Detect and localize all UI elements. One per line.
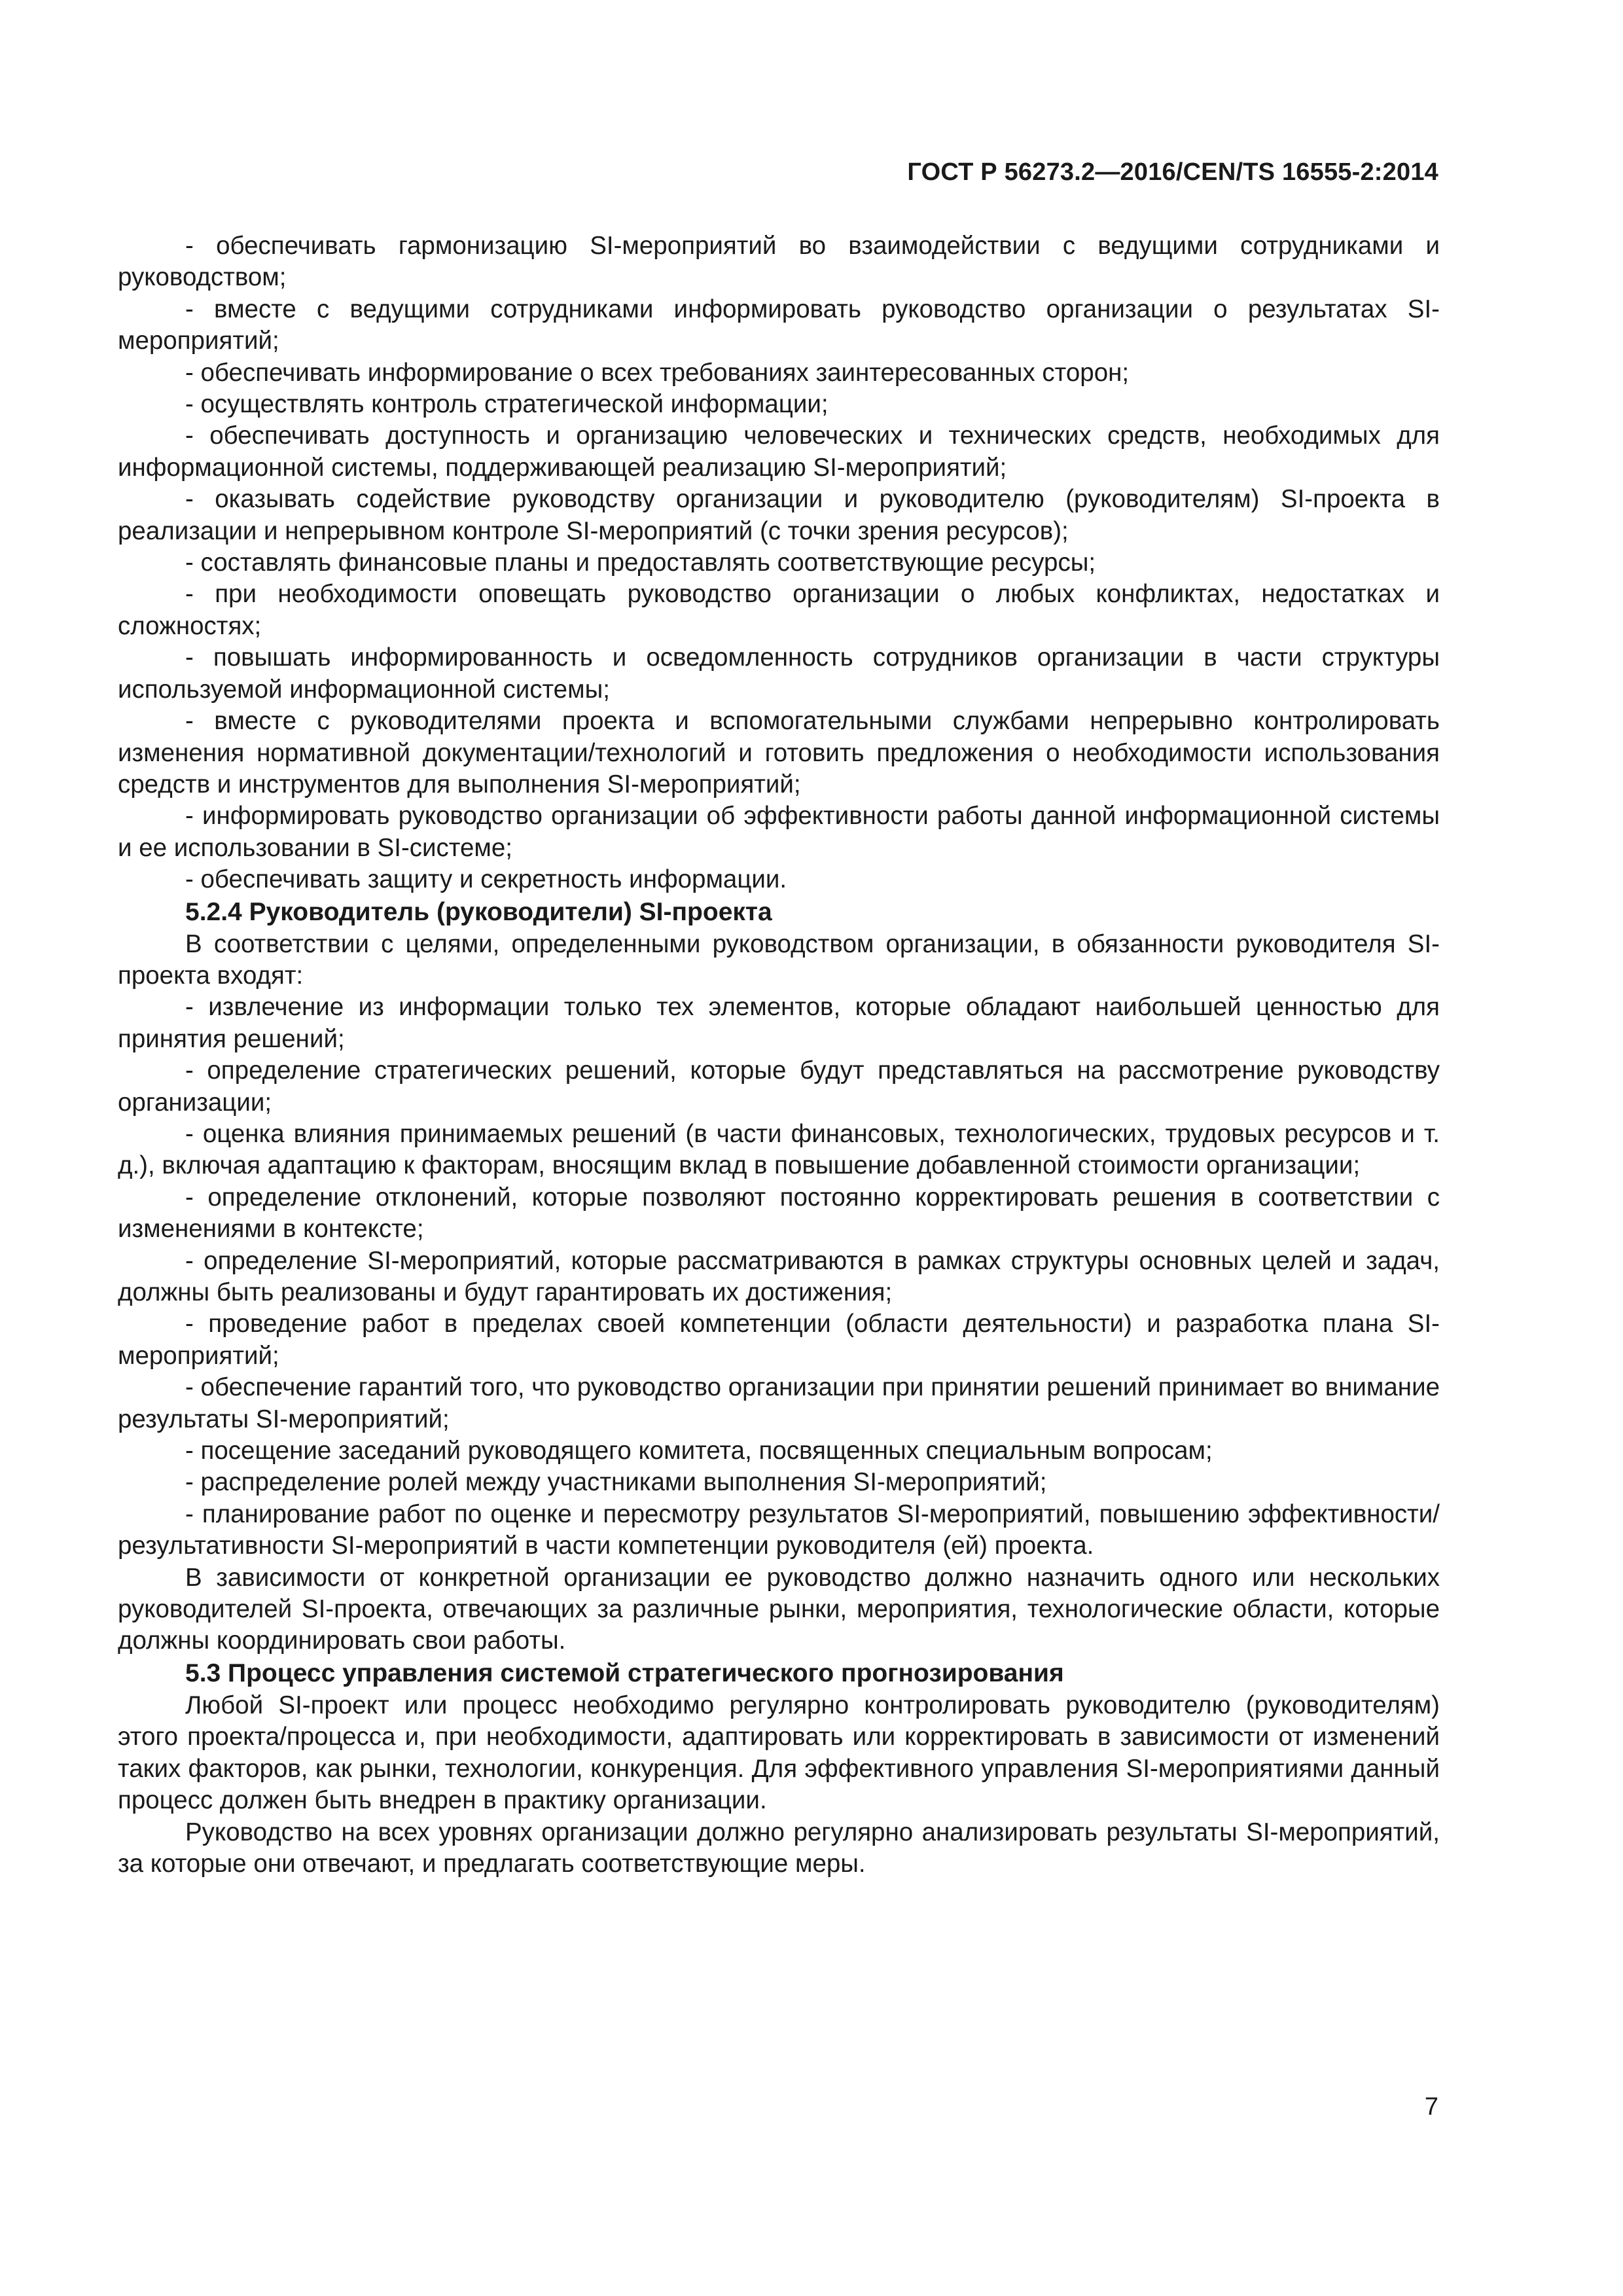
- list-item: - оказывать содействие руководству организации и руководителю (руководителям) SI-проекта в реализации и непрерывном контроле SI-мероприятий (с точки зрения ресурсов);: [118, 485, 1440, 545]
- page-number: 7: [1424, 2093, 1438, 2121]
- list-item: - определение SI-мероприятий, которые рассматриваются в рамках структуры основных целей и задач, должны быть реализованы и будут гарантировать их достижения;: [118, 1246, 1440, 1306]
- list-item: - вместе с руководителями проекта и вспомогательными службами непрерывно контролировать изменения нормативной документации/технологий и готовить предложения о необходимости использования средств и инструментов для выполнения SI-мероприятий;: [118, 707, 1440, 798]
- list-item: - обеспечивать защиту и секретность информации.: [185, 865, 787, 894]
- list-item: - при необходимости оповещать руководство организации о любых конфликтах, недостатках и сложностях;: [118, 580, 1440, 640]
- list-item: - определение отклонений, которые позволяют постоянно корректировать решения в соответствии с изменениями в контексте;: [118, 1183, 1440, 1244]
- list-item: - обеспечивать информирование о всех требованиях заинтересованных сторон;: [185, 358, 1130, 387]
- list-item: - повышать информированность и осведомленность сотрудников организации в части структуры используемой информационной системы;: [118, 643, 1440, 704]
- list-item: - оценка влияния принимаемых решений (в части финансовых, технологических, трудовых ресурсов и т. д.), включая адаптацию к факторам, вносящим вклад в повышение добавленной стоимости организации;: [118, 1119, 1440, 1180]
- section-heading-5-3: 5.3 Процесс управления системой стратегического прогнозирования: [185, 1659, 1064, 1687]
- list-item: - планирование работ по оценке и пересмотру результатов SI-мероприятий, повышению эффективности/результативности SI-мероприятий в части компетенции руководителя (ей) проекта.: [118, 1499, 1440, 1560]
- list-item: - извлечение из информации только тех элементов, которые обладают наибольшей ценностью для принятия решений;: [118, 993, 1440, 1053]
- section-heading-5-2-4: 5.2.4 Руководитель (руководители) SI-проекта: [185, 897, 772, 926]
- list-item: - информировать руководство организации об эффективности работы данной информационной системы и ее использовании в SI-системе;: [118, 802, 1440, 862]
- list-item: - определение стратегических решений, которые будут представляться на рассмотрение руководству организации;: [118, 1056, 1440, 1117]
- list-item: - проведение работ в пределах своей компетенции (области деятельности) и разработка плана SI-мероприятий;: [118, 1310, 1440, 1370]
- list-item: - посещение заседаний руководящего комитета, посвященных специальным вопросам;: [185, 1437, 1213, 1465]
- section-closing-paragraph: В зависимости от конкретной организации ее руководство должно назначить одного или нескольких руководителей SI-проекта, отвечающих за различные рынки, мероприятия, технологические области, которые должны координировать свои работы.: [118, 1563, 1440, 1655]
- list-item: - осуществлять контроль стратегической информации;: [185, 390, 829, 419]
- list-item: - составлять финансовые планы и предоставлять соответствующие ресурсы;: [185, 548, 1096, 577]
- section-intro: В соответствии с целями, определенными руководством организации, в обязанности руководителя SI-проекта входят:: [118, 929, 1440, 990]
- list-item: - обеспечение гарантий того, что руководство организации при принятии решений принимает во внимание результаты SI-мероприятий;: [118, 1373, 1440, 1433]
- list-item: - вместе с ведущими сотрудниками информировать руководство организации о результатах SI-мероприятий;: [118, 295, 1440, 355]
- list-item: - обеспечивать доступность и организацию человеческих и технических средств, необходимых для информационной системы, поддерживающей реализацию SI-мероприятий;: [118, 422, 1440, 482]
- list-item: - распределение ролей между участниками выполнения SI-мероприятий;: [185, 1468, 1047, 1497]
- body-paragraph: Руководство на всех уровнях организации должно регулярно анализировать результаты SI-мероприятий, за которые они отвечают, и предлагать соответствующие меры.: [118, 1818, 1440, 1878]
- standard-header: ГОСТ Р 56273.2—2016/CEN/TS 16555-2:2014: [907, 158, 1438, 186]
- list-item: - обеспечивать гармонизацию SI-мероприятий во взаимодействии с ведущими сотрудниками и руководством;: [118, 232, 1440, 292]
- body-paragraph: Любой SI-проект или процесс необходимо регулярно контролировать руководителю (руководителям) этого проекта/процесса и, при необходимости, адаптировать или корректировать в зависимости от изменений таких факторов, как рынки, технологии, конкуренция. Для эффективного управления SI-мероприятиями данный процесс должен быть внедрен в практику организации.: [118, 1691, 1440, 1815]
- document-body: [118, 230, 1440, 1880]
